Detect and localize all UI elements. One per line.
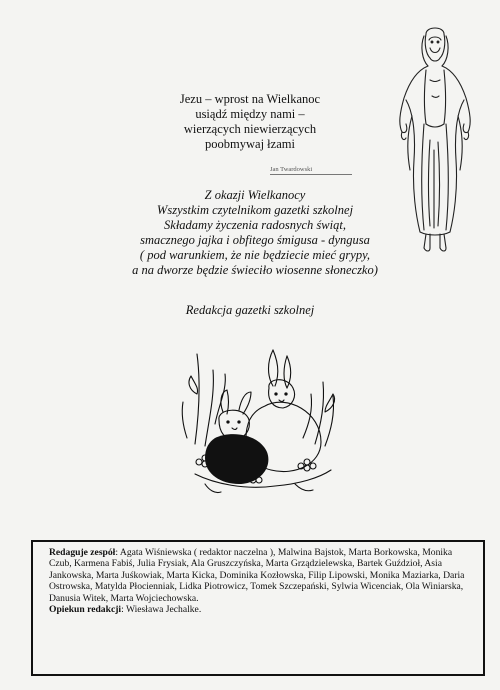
editorial-supervisor-label: Opiekun redakcji: [49, 604, 122, 616]
greeting-line: smacznego jajka i obfitego śmigusa - dyngusa: [140, 233, 370, 247]
editorial-team-paragraph: [49, 547, 471, 604]
easter-greeting: [110, 188, 400, 278]
poem-line: Jezu – wprost na Wielkanoc: [179, 92, 321, 106]
editorial-team-box: [31, 540, 485, 676]
editorial-supervisor-paragraph: [49, 604, 471, 615]
greeting-signature: Redakcja gazetki szkolnej: [185, 303, 315, 317]
poem: [150, 92, 350, 152]
greeting-line: Z okazji Wielkanocy: [204, 188, 306, 202]
editorial-team-label: Redaguje zespół: [49, 547, 116, 558]
poem-author: Jan Twardowski: [270, 166, 352, 175]
greeting-line: Wszystkim czytelnikom gazetki szkolnej: [156, 203, 354, 217]
greeting-line: a na dworze będzie świeciło wiosenne słoneczko): [132, 263, 378, 277]
greeting-line: ( pod warunkiem, że nie będziecie mieć grypy,: [139, 248, 371, 262]
greeting-line: Składamy życzenia radosnych świąt,: [164, 218, 346, 232]
risen-christ-illustration-icon: [392, 20, 478, 260]
easter-bunnies-eggs-illustration-icon: [175, 334, 345, 504]
poem-line: wierzących niewierzących: [183, 122, 317, 136]
editorial-supervisor-name: : Wiesława Jechalke.: [121, 604, 202, 616]
editorial-team-members: : Agata Wiśniewska ( redaktor naczelna ), Malwina Bajstok, Marta Borkowska, Monika Czub, Karmena Fabiś, Julia Frysiak, Ala Gruszczyńska, Marta Grządzielewska, Bartek Guździoł, Asia Jankowska, Marta Juśkowiak, Marta Kicka, Dominika Kozłowska, Filip Lipowski, Monika Maziarka, Daria Ostrowska, Matylda Płocienniak, Lidka Piotrowicz, Tomek Szczepański, Sylwia Wicenciak, Ola Winiarska, Danusia Witek, Marta Wojciechowska.: [49, 547, 465, 604]
poem-line: usiądź między nami –: [195, 107, 305, 121]
poem-line: poobmywaj łzami: [205, 137, 295, 151]
